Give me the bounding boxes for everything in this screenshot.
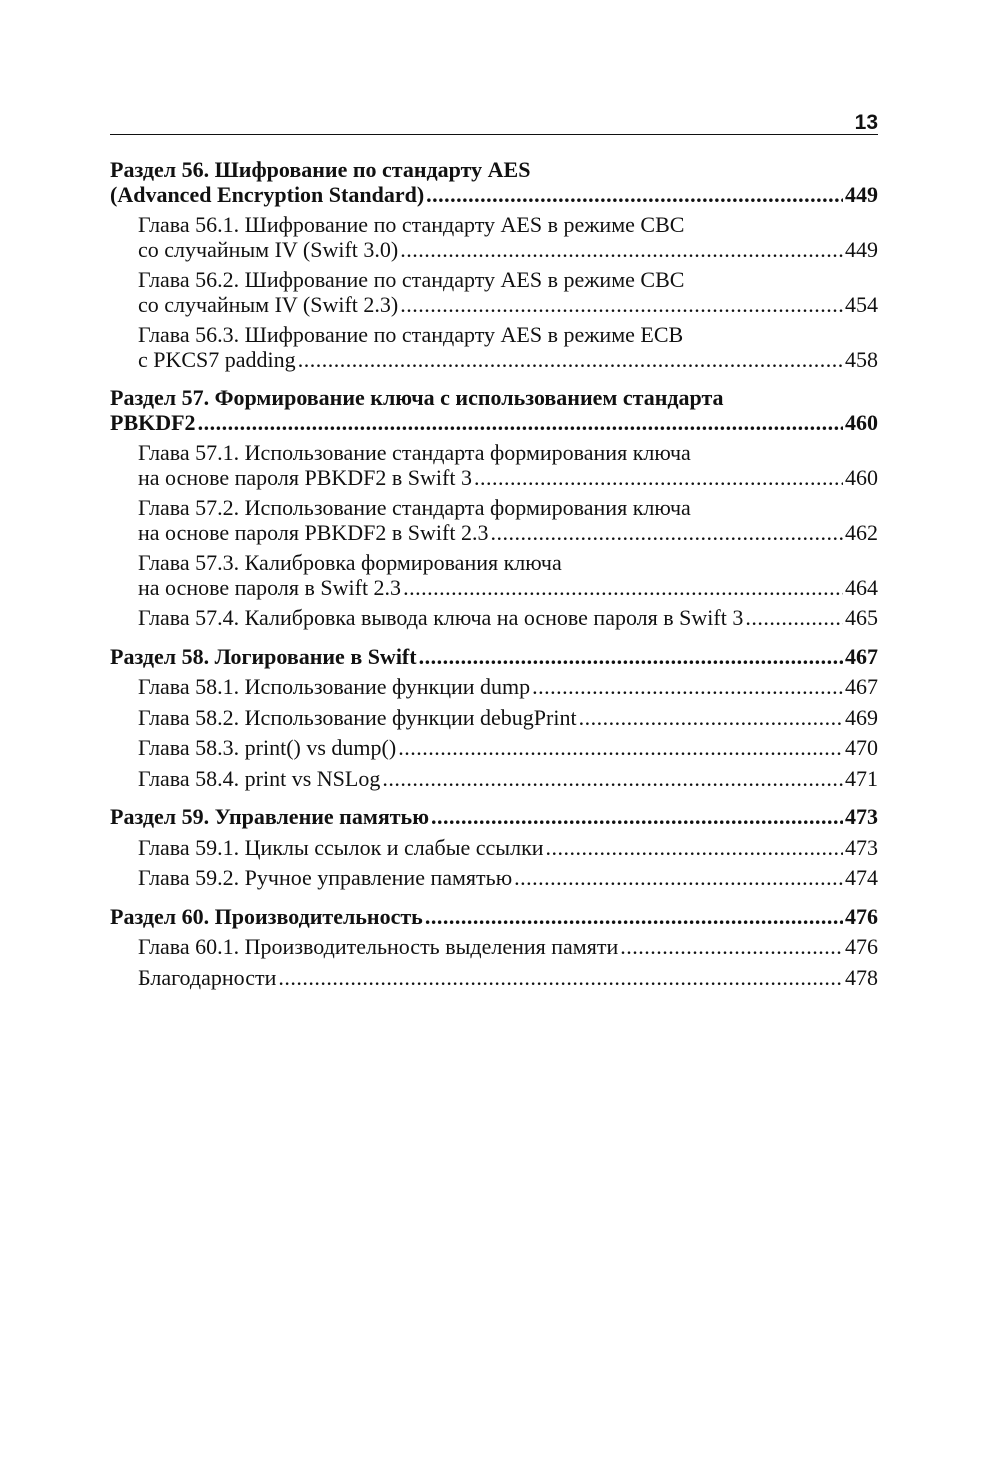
- toc-page-number: 476: [845, 903, 878, 929]
- toc-entry[interactable]: [110, 645, 878, 670]
- toc-entry[interactable]: [110, 441, 878, 490]
- toc-entry[interactable]: [110, 767, 878, 792]
- toc-entry-title: с PKCS7 padding: [138, 346, 296, 372]
- toc-entry-title-line1: Глава 57.2. Использование стандарта формирования ключа: [138, 495, 691, 520]
- toc-entry-title: Глава 60.1. Производительность выделения памяти: [138, 934, 619, 959]
- toc-entry-title: Глава 58.2. Использование функции debugPrint: [138, 704, 577, 730]
- toc-page-number: 454: [845, 291, 878, 317]
- toc-entry[interactable]: [110, 706, 878, 731]
- dot-leader: [431, 805, 843, 830]
- dot-leader: [620, 935, 843, 960]
- dot-leader: [400, 293, 843, 318]
- toc-entry[interactable]: [110, 268, 878, 317]
- toc-entry-title-line1: Глава 56.3. Шифрование по стандарту AES в режиме ECB: [138, 322, 684, 347]
- toc-page-number: 473: [845, 804, 878, 829]
- toc-section-57: [110, 386, 878, 631]
- toc-entry[interactable]: [110, 551, 878, 600]
- dot-leader: [419, 645, 843, 670]
- toc-page-number: 458: [845, 346, 878, 372]
- toc-entry[interactable]: [110, 935, 878, 960]
- toc-entry-title-line1: Глава 57.3. Калибровка формирования ключа: [138, 550, 562, 575]
- dot-leader: [298, 348, 843, 373]
- toc-entry-title: Глава 58.3. print() vs dump(): [138, 735, 397, 760]
- toc-page-number: 474: [845, 865, 878, 890]
- dot-leader: [579, 706, 843, 731]
- toc-section-59: [110, 805, 878, 891]
- toc-page-number: 473: [845, 834, 878, 860]
- toc-entry-title: Раздел 58. Логирование в Swift: [110, 643, 417, 669]
- dot-leader: [546, 836, 843, 861]
- toc-entry-title: Глава 59.2. Ручное управление памятью: [138, 865, 513, 890]
- toc-entry[interactable]: [110, 496, 878, 545]
- toc-entry-title: (Advanced Encryption Standard): [110, 181, 425, 207]
- toc-entry-title: со случайным IV (Swift 3.0): [138, 236, 399, 262]
- dot-leader: [400, 238, 843, 263]
- dot-leader: [490, 521, 843, 546]
- toc-entry[interactable]: [110, 736, 878, 761]
- page-number: 13: [854, 111, 878, 134]
- dot-leader: [278, 966, 843, 991]
- dot-leader: [403, 576, 843, 601]
- toc-page-number: 460: [845, 464, 878, 490]
- toc-entry-title-line1: Глава 56.2. Шифрование по стандарту AES в режиме CBC: [138, 267, 685, 292]
- toc-entry[interactable]: [110, 323, 878, 372]
- toc-entry-title: PBKDF2: [110, 409, 196, 435]
- toc-entry[interactable]: [110, 213, 878, 262]
- table-of-contents: [110, 158, 878, 996]
- toc-entry[interactable]: [110, 805, 878, 830]
- toc-page-number: 478: [845, 964, 878, 990]
- toc-entry-title: Раздел 60. Производительность: [110, 903, 423, 929]
- toc-page-number: 462: [845, 519, 878, 545]
- dot-leader: [426, 183, 843, 208]
- toc-entry[interactable]: [110, 158, 878, 207]
- toc-page-number: 465: [845, 605, 878, 630]
- toc-entry[interactable]: [110, 866, 878, 891]
- toc-entry[interactable]: [110, 386, 878, 435]
- toc-page-number: 469: [845, 704, 878, 730]
- toc-page-number: 464: [845, 574, 878, 600]
- toc-entry-title: на основе пароля PBKDF2 в Swift 2.3: [138, 519, 489, 545]
- toc-entry-title: Раздел 59. Управление памятью: [110, 804, 429, 829]
- toc-page-number: 449: [845, 236, 878, 262]
- toc-page-number: 467: [845, 643, 878, 669]
- dot-leader: [474, 466, 843, 491]
- dot-leader: [382, 767, 843, 792]
- toc-page-number: 449: [845, 181, 878, 207]
- dot-leader: [532, 675, 843, 700]
- toc-entry-title: Глава 58.1. Использование функции dump: [138, 674, 531, 699]
- toc-entry-title: Глава 59.1. Циклы ссылок и слабые ссылки: [138, 834, 544, 860]
- toc-section-56: [110, 158, 878, 372]
- dot-leader: [425, 905, 843, 930]
- toc-entry[interactable]: [110, 675, 878, 700]
- toc-page-number: 470: [845, 735, 878, 760]
- header-rule: [110, 134, 878, 135]
- toc-page-number: 467: [845, 674, 878, 699]
- toc-entry-title: на основе пароля PBKDF2 в Swift 3: [138, 464, 472, 490]
- toc-section-58: [110, 645, 878, 792]
- toc-entry-title-line1: Глава 56.1. Шифрование по стандарту AES в режиме CBC: [138, 212, 685, 237]
- toc-entry-title-line1: Раздел 56. Шифрование по стандарту AES: [110, 157, 531, 182]
- toc-entry[interactable]: [110, 966, 878, 991]
- toc-entry-title: со случайным IV (Swift 2.3): [138, 291, 399, 317]
- toc-page-number: 460: [845, 409, 878, 435]
- dot-leader: [398, 736, 843, 761]
- toc-entry-title: Благодарности: [138, 964, 277, 990]
- toc-entry-title: Глава 57.4. Калибровка вывода ключа на основе пароля в Swift 3: [138, 605, 744, 630]
- toc-entry[interactable]: [110, 836, 878, 861]
- toc-entry-title: на основе пароля в Swift 2.3: [138, 574, 402, 600]
- dot-leader: [745, 606, 843, 631]
- toc-entry[interactable]: [110, 905, 878, 930]
- toc-section-60: [110, 905, 878, 991]
- dot-leader: [514, 866, 843, 891]
- toc-entry[interactable]: [110, 606, 878, 631]
- toc-page-number: 476: [845, 934, 878, 959]
- toc-entry-title-line1: Раздел 57. Формирование ключа с использованием стандарта: [110, 385, 724, 410]
- toc-entry-title: Глава 58.4. print vs NSLog: [138, 765, 381, 791]
- dot-leader: [198, 411, 843, 436]
- toc-entry-title-line1: Глава 57.1. Использование стандарта формирования ключа: [138, 440, 691, 465]
- toc-page-number: 471: [845, 765, 878, 791]
